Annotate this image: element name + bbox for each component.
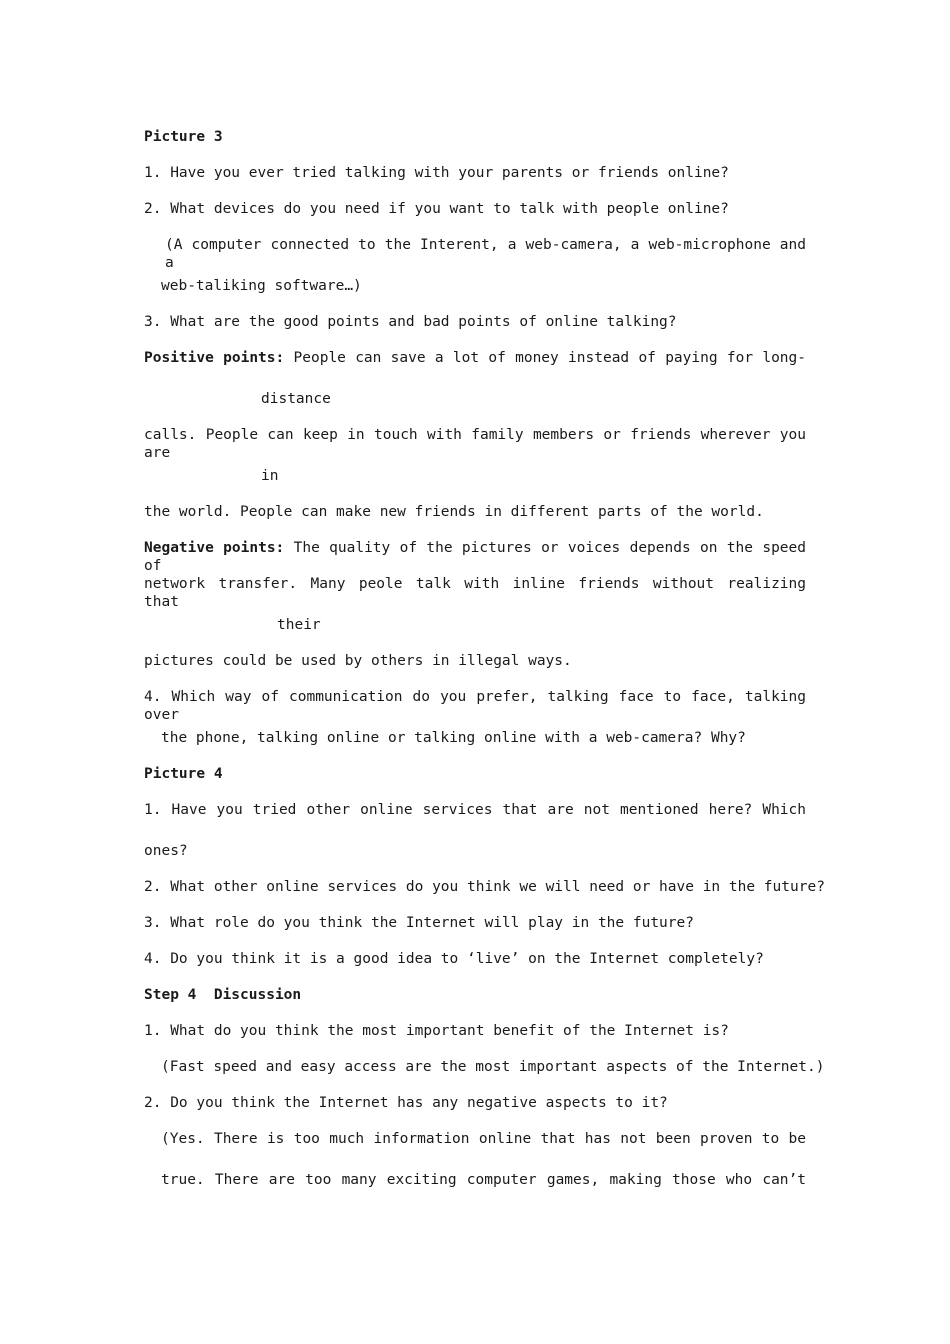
positive-points-text-e: the world. People can make new friends in different parts of the world. [144, 504, 764, 520]
picture3-question-2: 2. What devices do you need if you want to talk with people online? [144, 201, 729, 217]
step4-question-1: 1. What do you think the most important benefit of the Internet is? [144, 1023, 729, 1039]
positive-points-text-c: calls. People can keep in touch with family members or friends wherever you are [144, 427, 806, 461]
positive-points-text-b: distance [261, 391, 331, 407]
picture3-question-1: 1. Have you ever tried talking with your parents or friends online? [144, 165, 729, 181]
negative-points-label: Negative points: [144, 540, 285, 556]
negative-points-text-b: network transfer. Many peole talk with inline friends without realizing that [144, 576, 806, 610]
positive-points-text: People can save a lot of money instead of paying for long- [293, 350, 806, 366]
picture4-question-1b: ones? [144, 843, 188, 859]
picture3-answer-2a: (A computer connected to the Interent, a web-camera, a web-microphone and a [165, 237, 806, 271]
negative-points-text-c: their [277, 617, 321, 633]
picture3-question-3: 3. What are the good points and bad points of online talking? [144, 314, 677, 330]
negative-points-text-d: pictures could be used by others in illegal ways. [144, 653, 572, 669]
positive-points-text-d: in [261, 468, 279, 484]
picture3-heading: Picture 3 [144, 129, 223, 145]
positive-points-line [144, 349, 806, 367]
step4-answer-2b: true. There are too many exciting computer games, making those who can’t [161, 1172, 806, 1188]
picture3-question-4b: the phone, talking online or talking online with a web-camera? Why? [161, 730, 746, 746]
picture4-question-1a: 1. Have you tried other online services that are not mentioned here? Which [144, 802, 806, 818]
negative-points-line [144, 539, 806, 575]
step4-answer-1: (Fast speed and easy access are the most important aspects of the Internet.) [161, 1059, 825, 1075]
step4-question-2: 2. Do you think the Internet has any negative aspects to it? [144, 1095, 668, 1111]
picture4-question-2: 2. What other online services do you think we will need or have in the future? [144, 879, 825, 895]
step4-heading: Step 4 Discussion [144, 987, 302, 1003]
step4-answer-2a: (Yes. There is too much information online that has not been proven to be [161, 1131, 806, 1147]
positive-points-label: Positive points: [144, 350, 285, 366]
picture4-question-3: 3. What role do you think the Internet will play in the future? [144, 915, 694, 931]
negative-points-text: The quality of the pictures or voices depends on the speed of [144, 540, 806, 574]
picture4-question-4: 4. Do you think it is a good idea to ‘live’ on the Internet completely? [144, 951, 764, 967]
picture3-question-4a: 4. Which way of communication do you prefer, talking face to face, talking over [144, 689, 806, 723]
picture4-heading: Picture 4 [144, 766, 223, 782]
picture3-answer-2b: web-taliking software…) [161, 278, 362, 294]
